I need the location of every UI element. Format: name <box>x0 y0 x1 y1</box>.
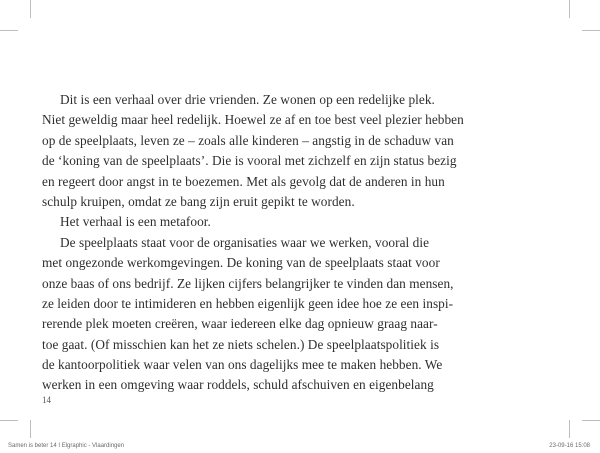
text-line: Het verhaal is een metafoor. <box>60 214 211 230</box>
text-line: en regeert door angst in te boezemen. Met als gevolg dat de anderen in hun <box>42 173 445 189</box>
text-line: de kantoorpolitiek waar velen van ons dagelijks mee te maken hebben. We <box>42 357 443 373</box>
paragraph <box>42 90 530 212</box>
crop-mark-bottom-right <box>569 420 570 438</box>
footer-print-info: Samen is beter 14 I Elgraphic - Vlaardingen <box>8 443 125 449</box>
text-line: Dit is een verhaal over drie vrienden. Ze wonen op een redelijke plek. <box>60 92 435 107</box>
text-line: rerende plek moeten creëren, waar iedereen elke dag opnieuw graag naar- <box>42 316 438 332</box>
crop-mark-top-left <box>30 0 31 18</box>
text-line: schulp kruipen, omdat ze bang zijn eruit gepikt te worden. <box>42 193 355 209</box>
text-line: toe gaat. (Of misschien kan het ze niets schelen.) De speelplaatspolitiek is <box>42 336 440 352</box>
body-text <box>42 90 530 396</box>
crop-mark-top-right <box>569 0 570 18</box>
text-line: met ongezonde werkomgevingen. De koning van de speelplaats staat voor <box>42 255 440 271</box>
crop-mark-bottom-right-h <box>582 420 600 421</box>
crop-mark-bottom-left-h <box>0 420 18 421</box>
text-line: werken in een omgeving waar roddels, schuld afschuiven en eigenbelang <box>42 377 434 393</box>
text-line: Niet geweldig maar heel redelijk. Hoewel ze af en toe best veel plezier hebben <box>42 112 464 128</box>
paragraph <box>42 212 530 232</box>
text-line: de ‘koning van de speelplaats’. Die is vooral met zichzelf en zijn status bezig <box>42 153 457 169</box>
footer-timestamp: 23-09-16 15:08 <box>549 443 590 449</box>
text-line: onze baas of ons bedrijf. Ze lijken cijfers belangrijker te vinden dan mensen, <box>42 275 454 291</box>
crop-mark-top-left-h <box>0 30 18 31</box>
paragraph <box>42 233 530 396</box>
crop-mark-bottom-left <box>30 420 31 438</box>
text-line: De speelplaats staat voor de organisaties waar we werken, vooral die <box>60 234 430 250</box>
crop-mark-top-right-h <box>582 30 600 31</box>
text-line: ze leiden door te intimideren en hebben eigenlijk geen idee hoe ze een inspi- <box>42 295 454 311</box>
page-number: 14 <box>42 395 51 405</box>
text-line: op de speelplaats, leven ze – zoals alle kinderen – angstig in de schaduw van <box>42 132 454 148</box>
